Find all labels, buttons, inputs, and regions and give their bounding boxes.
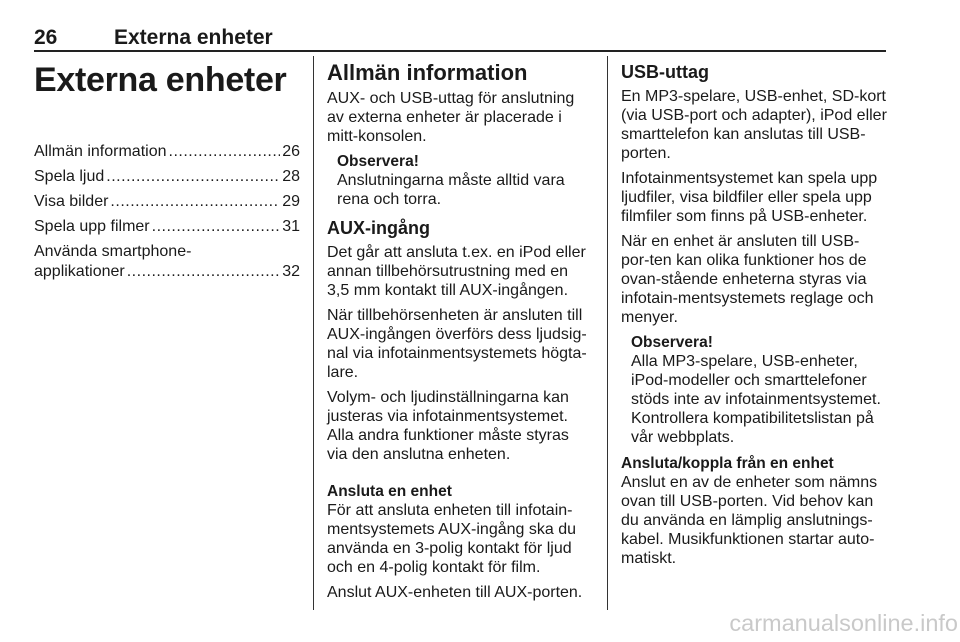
page-header [34,26,886,52]
toc-entry[interactable] [34,167,300,187]
toc-entry-page: 31 [282,218,300,235]
right-column [621,60,887,574]
middle-column [327,60,591,608]
usb-paragraph-1: En MP3-spelare, USB-enhet, SD-kort (via USB-port och adapter), iPod eller smarttelefon kan anslutas till USB-porten. [621,88,887,162]
toc-column [34,60,300,287]
aux-paragraph-1: Det går att ansluta t.ex. en iPod eller annan tillbehörsutrustning med en 3,5 mm kontakt till AUX-ingången. [327,244,586,299]
intro-paragraph: AUX- och USB-uttag för anslutning av externa enheter är placerade i mitt-konsolen. [327,90,575,145]
toc-entry-label-line1: Använda smartphone- [34,243,192,260]
aux-paragraph-2: När tillbehörsenheten är ansluten till AUX-ingången överförs dess ljudsig-nal via infotainmentsystemets högta-lare. [327,307,587,381]
section-heading-general: Allmän information [327,60,528,85]
watermark: carmanualsonline.info [729,610,958,636]
note-title: Observera! [337,153,419,170]
toc-entry[interactable] [34,142,300,162]
toc-leader [169,142,281,162]
page-number: 26 [34,26,58,49]
toc-entry-label: Spela upp filmer [34,218,150,235]
section-heading-usb: USB-uttag [621,62,709,82]
subheading-connect-device: Ansluta en enhet [327,483,452,500]
subheading-connect-disconnect: Ansluta/koppla från en enhet [621,455,834,472]
toc-entry-label: Spela ljud [34,168,105,185]
column-divider-2 [607,56,608,610]
section-heading-aux: AUX-ingång [327,218,430,238]
toc-entry[interactable] [34,242,300,282]
note-box [621,333,887,447]
usb-paragraph-2: Infotainmentsystemet kan spela upp ljudfiler, visa bildfiler eller spela upp filmfiler som finns på USB-enheter. [621,170,878,225]
toc-entry-label: Allmän information [34,143,167,160]
toc-leader [127,262,280,282]
toc-leader [110,192,280,212]
connect-paragraph-1: För att ansluta enheten till infotain-mentsystemets AUX-ingång ska du använda en 3-polig kontakt för ljud och en 4-polig kontakt för film. [327,502,577,576]
note-body: Anslutningarna måste alltid vara rena och torra. [337,172,565,208]
toc-entry-page: 29 [282,193,300,210]
toc-leader [152,217,281,237]
toc-entry-page: 32 [282,263,300,280]
column-divider-1 [313,56,314,610]
toc-entry-page: 28 [282,168,300,185]
note-title: Observera! [631,334,713,351]
toc-entry[interactable] [34,217,300,237]
note-body: Alla MP3-spelare, USB-enheter, iPod-modeller och smarttelefoner stöds inte av infotainmentsystemet. Kontrollera kompatibilitetslistan på vår webbplats. [631,353,881,446]
usb-paragraph-3: När en enhet är ansluten till USB-por-ten kan olika funktioner hos de ovan-stående enheterna styras via infotain-mentsystemets reglage och menyer. [621,233,874,326]
toc-entry-label: applikationer [34,263,125,280]
toc-entry[interactable] [34,192,300,212]
connect-paragraph-2: Anslut AUX-enheten till AUX-porten. [327,584,583,601]
toc-leader [106,167,280,187]
running-title: Externa enheter [114,26,273,49]
chapter-title: Externa enheter [34,61,287,99]
note-box [327,152,591,209]
usb-connect-paragraph: Anslut en av de enheter som nämns ovan till USB-porten. Vid behov kan du använda en lämplig anslutnings-kabel. Musikfunktionen startar auto-matiskt. [621,474,878,567]
toc-entry-page: 26 [282,143,300,160]
header-divider [34,50,886,52]
toc-entry-label: Visa bilder [34,193,109,210]
aux-paragraph-3: Volym- och ljudinställningarna kan justeras via infotainmentsystemet. Alla andra funktioner måste styras via den anslutna enheten. [327,389,569,463]
